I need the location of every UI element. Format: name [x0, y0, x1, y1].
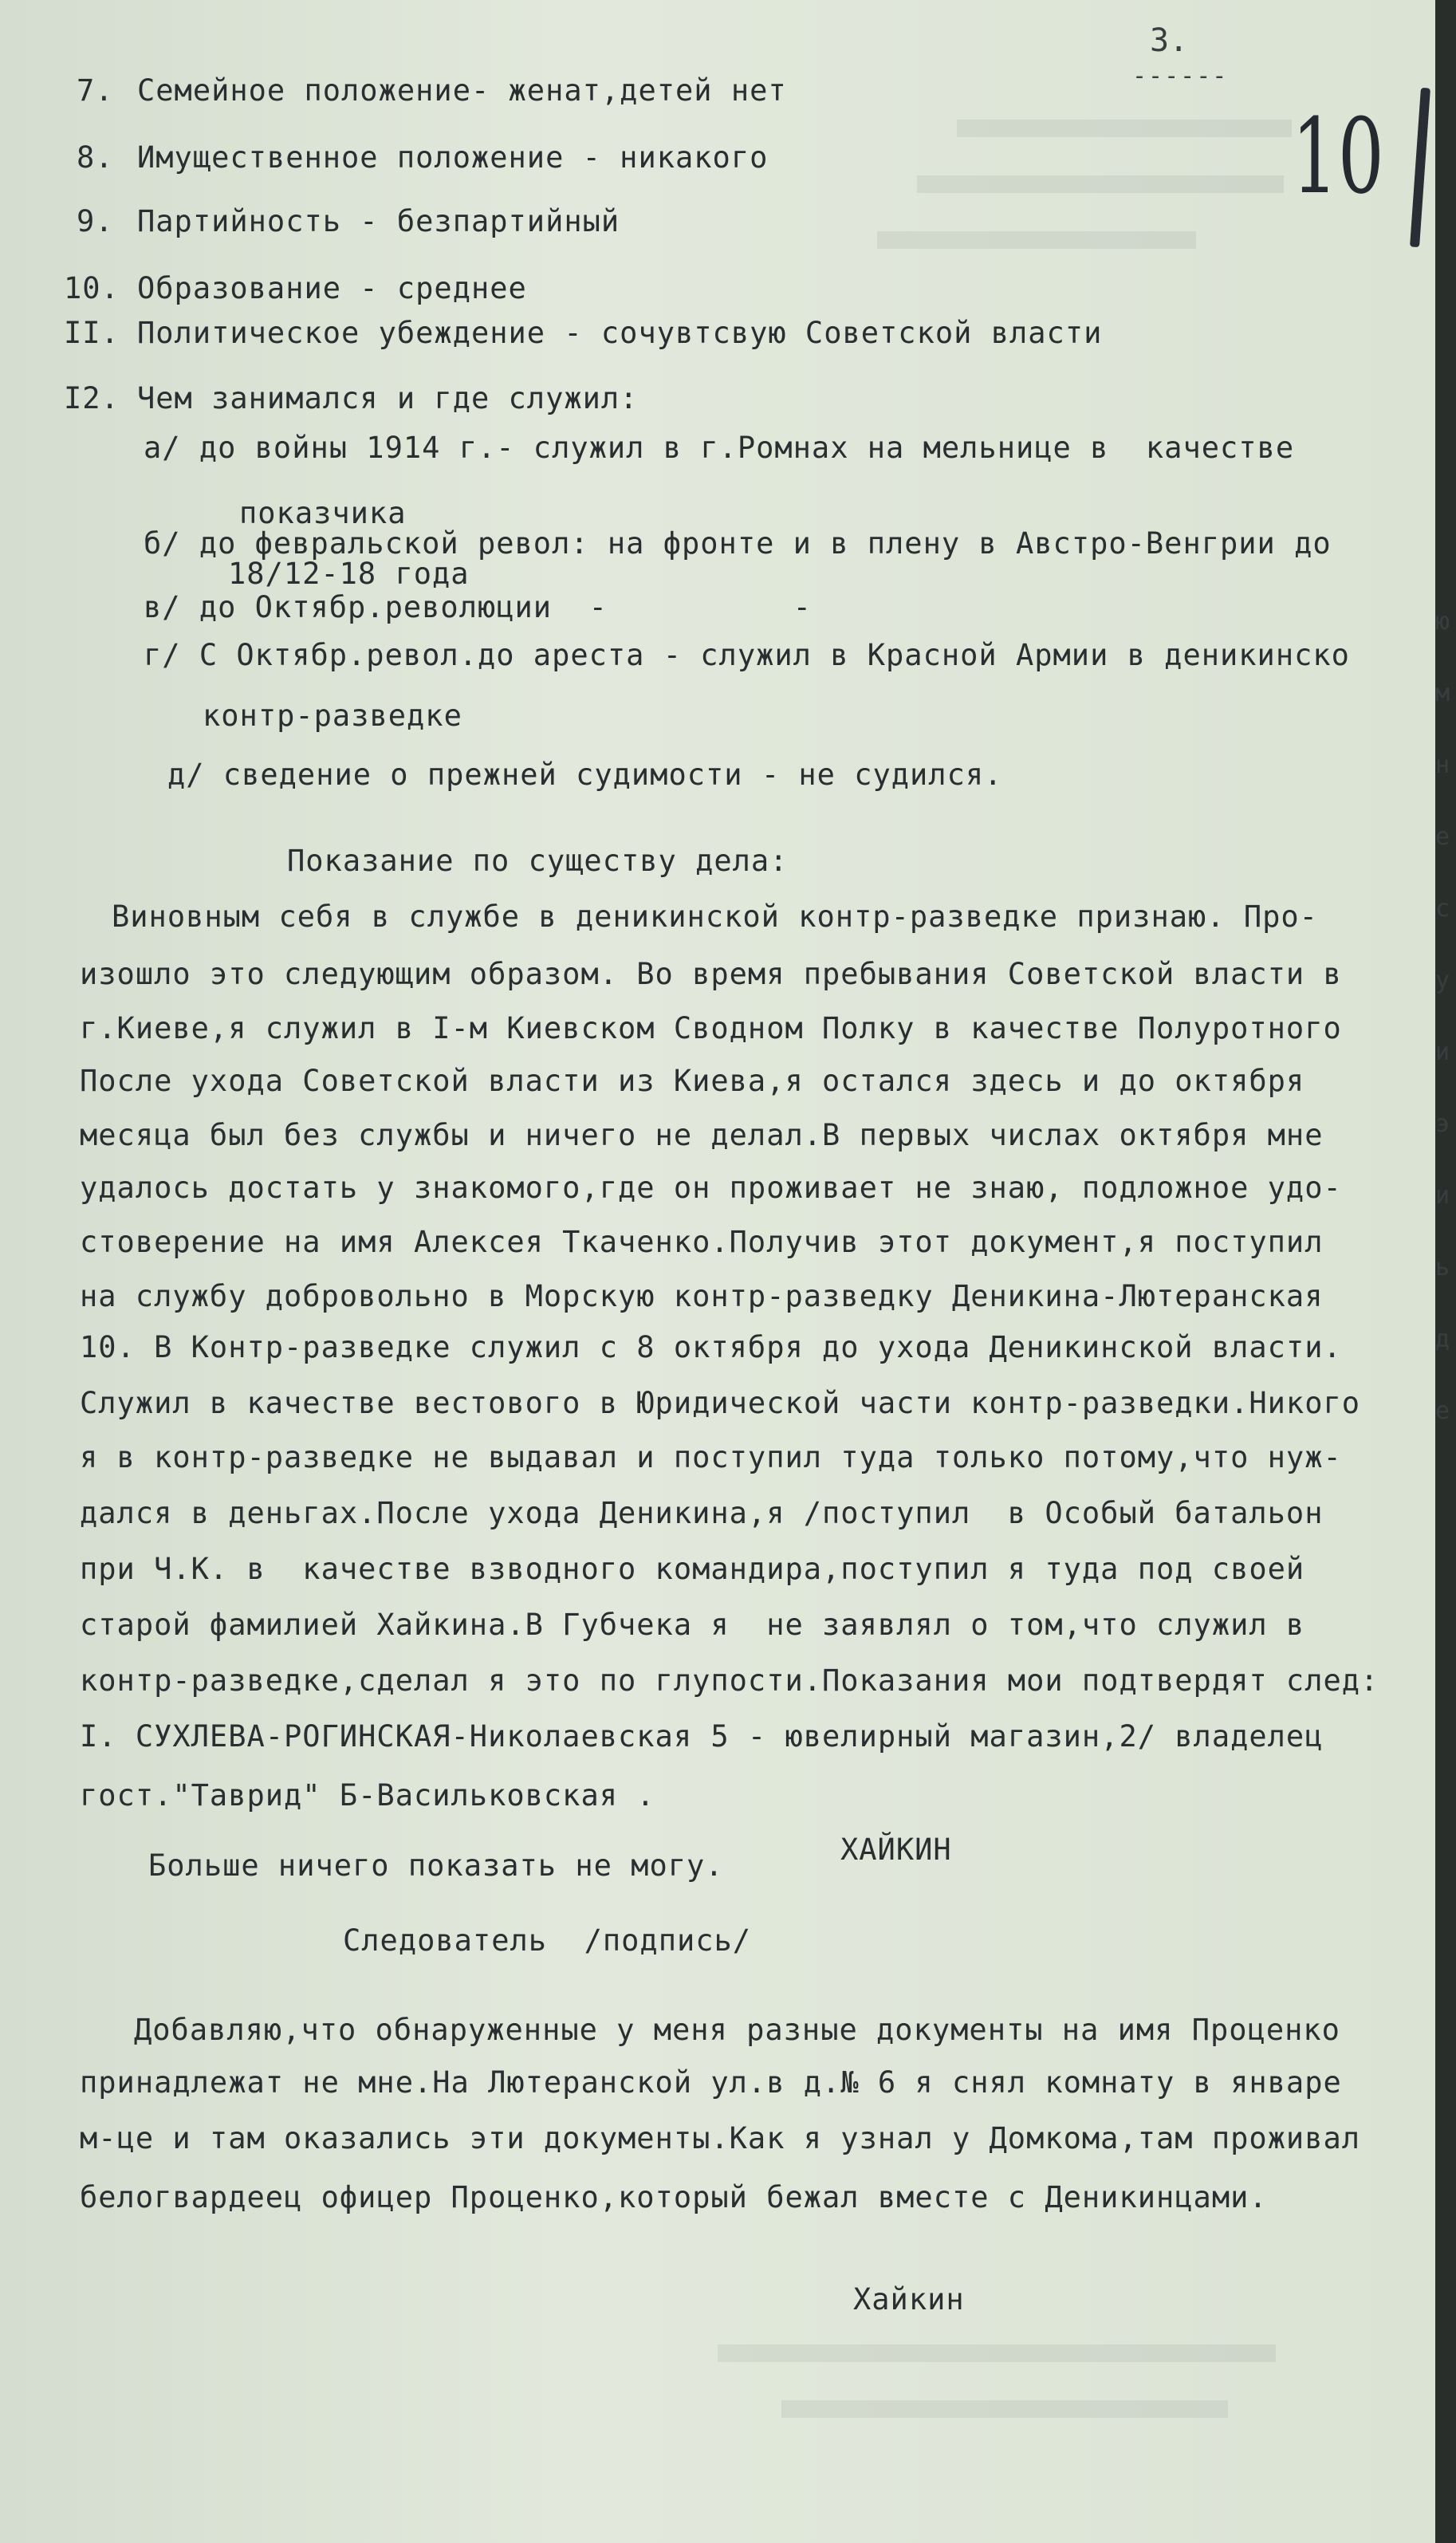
testimony-line: контр-разведке,сделал я это по глупости.Показания мои подтвердят след: [80, 1663, 1379, 1698]
page-number: 3. [1150, 22, 1189, 59]
service-g-continued: контр-разведке [203, 699, 462, 733]
margin-letter: н [1435, 751, 1450, 779]
margin-letter: с [1435, 895, 1450, 923]
item-9-text: Партийность - безпартийный [137, 204, 620, 238]
service-v: в/ до Октябр.революции - - [144, 590, 812, 624]
margin-letter: ю [1435, 608, 1450, 636]
bleed-through-mark [877, 231, 1196, 249]
testimony-line: на службу добровольно в Морскую контр-разведку Деникина-Лютеранская [80, 1279, 1324, 1313]
margin-letter: д [1435, 1325, 1450, 1353]
item-11-text: Политическое убеждение - сочувтсвую Советской власти [137, 316, 1103, 350]
testimony-line: Служил в качестве вестового в Юридической части контр-разведки.Никого [80, 1386, 1361, 1420]
service-b-continued: 18/12-18 года [228, 557, 470, 591]
item-7-number: 7. [77, 73, 114, 108]
bleed-through-mark [917, 175, 1284, 193]
service-a-continued: показчика [239, 496, 407, 530]
margin-letter: ь [1435, 1254, 1450, 1281]
service-b: б/ до февральской револ: на фронте и в плену в Австро-Венгрии до [144, 526, 1332, 561]
service-a: а/ до войны 1914 г.- служил в г.Ромнах на мельнице в качестве [144, 431, 1295, 465]
signature-haikin-lower: Хайкин [853, 2282, 965, 2317]
handwritten-stroke [1410, 88, 1430, 247]
testimony-line: I. СУХЛЕВА-РОГИНСКАЯ-Николаевская 5 - ювелирный магазин,2/ владелец [80, 1719, 1324, 1754]
signature-haikin-upper: ХАЙКИН [840, 1832, 952, 1867]
testimony-line: старой фамилией Хайкина.В Губчека я не заявлял о том,что служил в [80, 1608, 1305, 1642]
margin-letter: е [1435, 1397, 1450, 1425]
addendum-line: белогвардеец офицер Проценко,который бежал вместе с Деникинцами. [80, 2180, 1268, 2214]
item-9-number: 9. [77, 204, 114, 238]
testimony-line: месяца был без службы и ничего не делал.В первых числах октября мне [80, 1118, 1324, 1152]
margin-letter: у [1435, 966, 1450, 994]
margin-letter: м [1435, 679, 1450, 707]
margin-letter: и [1435, 1038, 1450, 1066]
testimony-line: г.Киеве,я служил в I-м Киевском Сводном Полку в качестве Полуротного [80, 1011, 1342, 1045]
item-12-text: Чем занимался и где служил: [137, 381, 639, 415]
item-11-number: II. [64, 316, 120, 350]
testimony-line: гост."Таврид" Б-Васильковская . [80, 1778, 655, 1813]
item-10-text: Образование - среднее [137, 271, 527, 305]
service-d: д/ сведение о прежней судимости - не судился. [167, 758, 1003, 792]
margin-letter: и [1435, 1182, 1450, 1210]
testimony-line: удалось достать у знакомого,где он проживает не знаю, подложное удо- [80, 1171, 1342, 1205]
service-g: г/ С Октябр.револ.до ареста - служил в Красной Армии в деникинско [144, 638, 1350, 672]
item-10-number: 10. [64, 271, 120, 305]
item-7-text: Семейное положение- женат,детей нет [137, 73, 787, 108]
testimony-line: изошло это следующим образом. Во время пребывания Советской власти в [80, 957, 1342, 991]
testimony-line: я в контр-разведке не выдавал и поступил туда только потому,что нуж- [80, 1440, 1342, 1474]
testimony-heading: Показание по существу дела: [287, 844, 789, 878]
testimony-line: дался в деньгах.После ухода Деникина,я /поступил в Особый батальон [80, 1496, 1324, 1530]
margin-letter: е [1435, 823, 1450, 851]
bleed-through-mark [781, 2400, 1228, 2418]
addendum-line: м-це и там оказались эти документы.Как я узнал у Домкома,там проживал [80, 2121, 1361, 2155]
bleed-through-mark [957, 120, 1292, 137]
adjacent-page-margin-letters [1435, 606, 1450, 1427]
handwritten-folio-number: 10 [1292, 96, 1384, 217]
investigator-signature-line: Следователь /подпись/ [343, 1923, 752, 1958]
item-8-text: Имущественное положение - никакого [137, 140, 769, 175]
addendum-line: Добавляю,что обнаруженные у меня разные документы на имя Проценко [134, 2013, 1340, 2047]
testimony-line: при Ч.К. в качестве взводного командира,поступил я туда под своей [80, 1552, 1305, 1586]
testimony-line: Виновным себя в службе в деникинской контр-разведке признаю. Про- [112, 899, 1318, 934]
margin-letter: э [1435, 1110, 1450, 1138]
testimony-line: стоверение на имя Алексея Ткаченко.Получив этот документ,я поступил [80, 1225, 1324, 1259]
page-number-underline: ------ [1132, 62, 1229, 90]
item-12-number: I2. [64, 381, 120, 415]
testimony-line: После ухода Советской власти из Киева,я остался здесь и до октября [80, 1064, 1305, 1098]
closing-statement: Больше ничего показать не могу. [148, 1848, 724, 1883]
testimony-line: 10. В Контр-разведке служил с 8 октября до ухода Деникинской власти. [80, 1330, 1342, 1364]
item-8-number: 8. [77, 140, 114, 175]
bleed-through-mark [718, 2344, 1276, 2362]
addendum-line: принадлежат не мне.На Лютеранской ул.в д.№ 6 я снял комнату в январе [80, 2065, 1342, 2100]
